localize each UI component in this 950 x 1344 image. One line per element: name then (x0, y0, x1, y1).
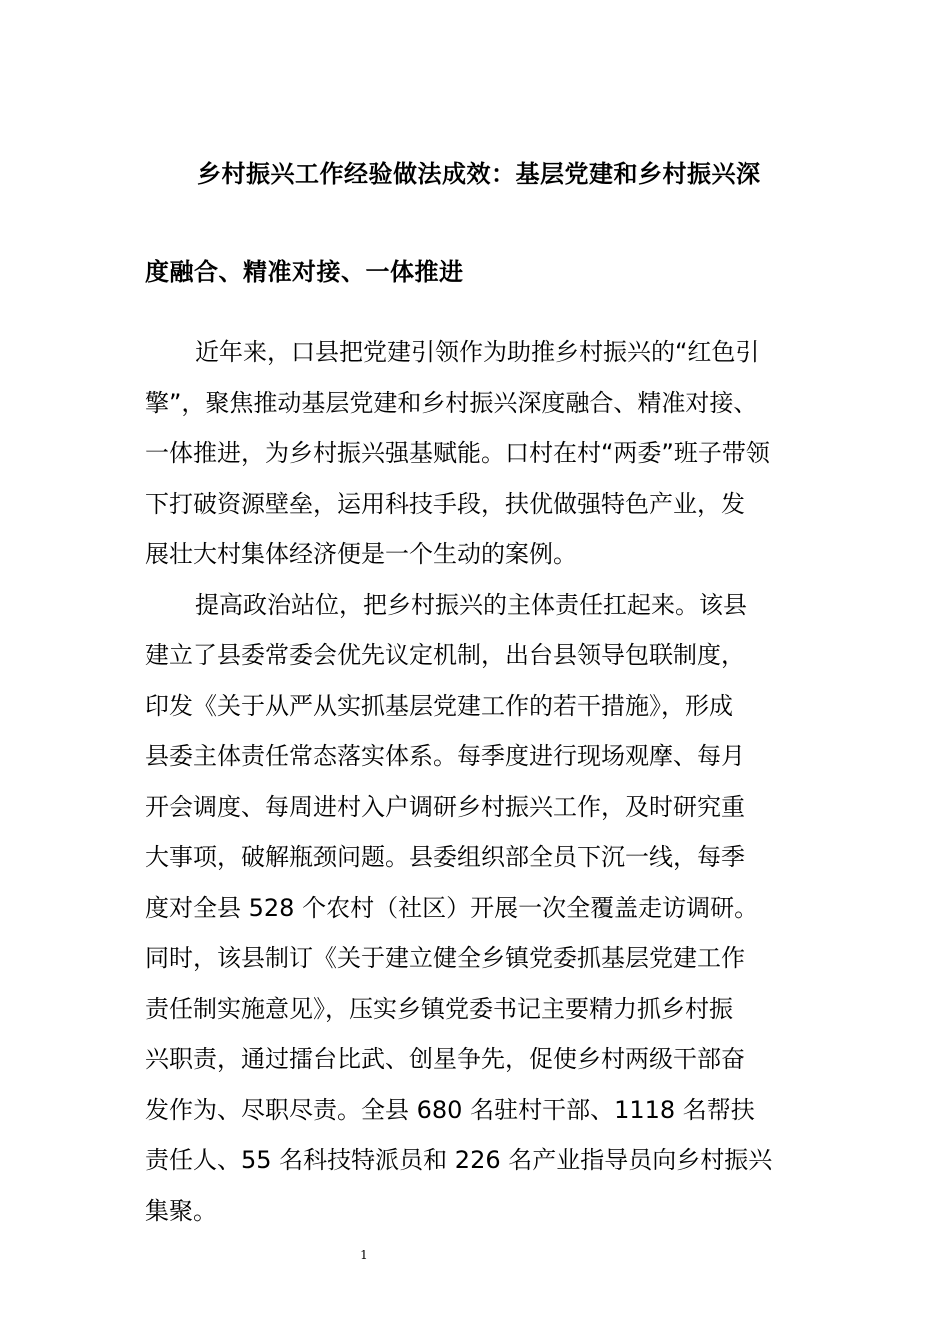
paragraph-2-line: 开会调度、每周进村入户调研乡村振兴工作，及时研究重 (145, 792, 745, 821)
paragraph-2-line: 大事项，破解瓶颈问题。县委组织部全员下沉一线，每季 (145, 843, 745, 871)
paragraph-2-line: 责任人、55 名科技特派员和 226 名产业指导员向乡村振兴 (145, 1146, 773, 1174)
paragraph-2-line: 兴职责，通过擂台比武、创星争先，促使乡村两级干部奋 (145, 1045, 745, 1073)
paragraph-1-line: 擎”，聚焦推动基层党建和乡村振兴深度融合、精准对接、 (145, 388, 758, 417)
paragraph-2-line: 印发《关于从严从实抓基层党建工作的若干措施》，形成 (145, 691, 733, 720)
paragraph-2-line: 发作为、尽职尽责。全县 680 名驻村干部、1118 名帮扶 (145, 1095, 755, 1124)
paragraph-2-line: 县委主体责任常态落实体系。每季度进行现场观摩、每月 (145, 742, 745, 770)
document-body (145, 327, 810, 1236)
paragraph-2-line: 集聚。 (145, 1196, 217, 1225)
title-line-1: 乡村振兴工作经验做法成效：基层党建和乡村振兴深 (197, 160, 761, 188)
paragraph-2-line: 责任制实施意见》，压实乡镇党委书记主要精力抓乡村振 (145, 994, 733, 1023)
title-line-2: 度融合、精准对接、一体推进 (145, 258, 464, 286)
page-number: 1 (360, 1248, 368, 1262)
paragraph-1-line: 展壮大村集体经济便是一个生动的案例。 (145, 540, 577, 568)
paragraph-2-line: 提高政治站位，把乡村振兴的主体责任扛起来。该县 (195, 590, 747, 619)
paragraph-1-line: 近年来，口县把党建引领作为助推乡村振兴的“红色引 (195, 338, 760, 366)
paragraph-2-line: 同时，该县制订《关于建立健全乡镇党委抓基层党建工作 (145, 944, 745, 972)
paragraph-2-line: 建立了县委常委会优先议定机制，出台县领导包联制度， (145, 641, 745, 669)
paragraph-1-line: 下打破资源壁垒，运用科技手段，扶优做强特色产业，发 (145, 489, 745, 518)
paragraph-1-line: 一体推进，为乡村振兴强基赋能。口村在村“两委”班子带领 (145, 439, 770, 467)
paragraph-2-line: 度对全县 528 个农村（社区）开展一次全覆盖走访调研。 (145, 893, 759, 922)
document-title (145, 150, 810, 296)
